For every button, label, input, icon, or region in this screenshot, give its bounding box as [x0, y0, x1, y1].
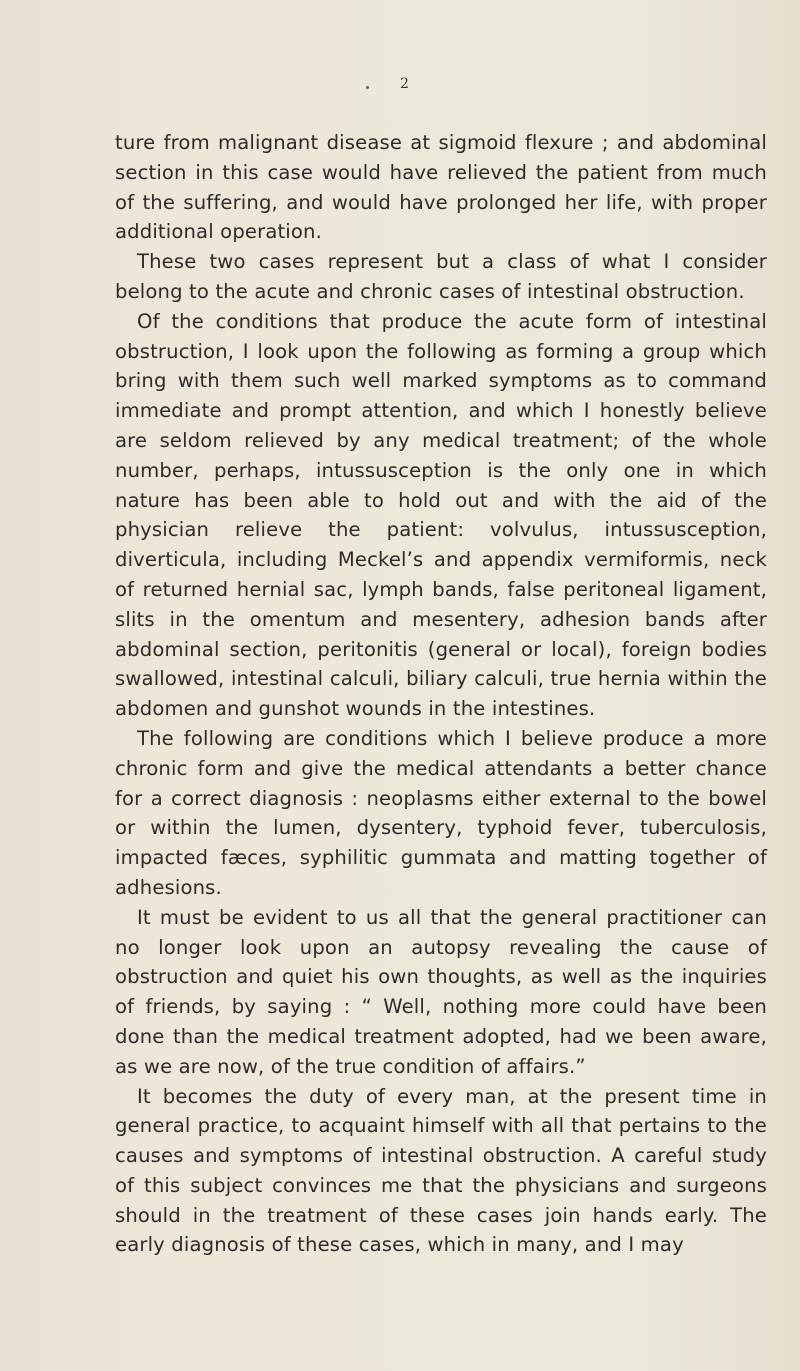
page-number: 2 — [400, 76, 409, 92]
paragraph-3: Of the conditions that produce the acute form of intestinal obstruction, I look upon the following as forming a group which bring with them such well marked symptoms as to command immediate and prompt attention, and which I honestly believe are seldom relieved by any medical treatment; of the whole number, perhaps, intussusception is the only one in which nature has been able to hold out and with the aid of the physician relieve the patient: volvulus, intussusception, diverticula, including Meckel’s and appendix vermiformis, neck of returned hernial sac, lymph bands, false peritoneal ligament, slits in the omentum and mesentery, adhesion bands after abdominal section, peritonitis (general or local), foreign bodies swallowed, intestinal calculi, biliary calculi, true hernia within the abdomen and gunshot wounds in the intestines. — [115, 309, 767, 721]
paragraph-5: It must be evident to us all that the general practitioner can no longer look upon an autopsy revealing the cause of obstruction and quiet his own thoughts, as well as the inquiries of friends, by saying : “ Well, nothing more could have been done than the medical treatment adopted, had we been aware, as we are now, of the true condition of affairs.” — [115, 905, 767, 1078]
paragraph-1: ture from malignant disease at sigmoid flexure ; and abdominal section in this case would have relieved the patient from much of the suffering, and would have prolonged her life, with proper additional operation. — [115, 131, 767, 244]
paragraph-2: These two cases represent but a class of what I consider belong to the acute and chronic cases of intestinal obstruction. — [115, 250, 767, 303]
body-text — [115, 128, 767, 1260]
paragraph-4: The following are conditions which I believe produce a more chronic form and give the medical attendants a better chance for a correct diagnosis : neoplasms either external to the bowel or within the lumen, dysentery, typhoid fever, tuberculosis, impacted fæces, syphilitic gummata and matting together of adhesions. — [115, 726, 767, 899]
paragraph-6: It becomes the duty of every man, at the present time in general practice, to acquaint himself with all that pertains to the causes and symptoms of intestinal obstruction. A careful study of this subject convinces me that the physicians and surgeons should in the treatment of these cases join hands early. The early diagnosis of these cases, which in many, and I may — [115, 1084, 767, 1257]
page-mark — [366, 86, 369, 89]
